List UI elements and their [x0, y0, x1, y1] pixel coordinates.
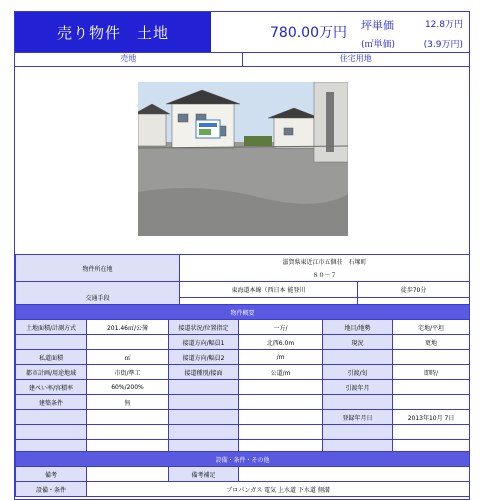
overview-row	[16, 425, 470, 440]
address: 滋賀県東近江市五個荘 石塚町	[180, 255, 470, 269]
overview-value: ㎡	[87, 350, 169, 365]
overview-label: 建築条件	[16, 395, 87, 410]
walk-time: 徒歩70分	[358, 282, 470, 298]
overview-label	[323, 425, 393, 440]
overview-value	[239, 410, 323, 425]
overview-row	[16, 410, 470, 425]
photo-area	[15, 66, 469, 254]
train-line: 東海道本線（西日本 能登川	[180, 282, 358, 298]
overview-label	[323, 350, 393, 365]
remarks-value	[87, 467, 169, 482]
overview-value: 60%/200%	[87, 380, 169, 395]
tsubo-unit-price: 12.8万円	[424, 20, 463, 30]
property-photo	[138, 82, 348, 236]
overview-row	[16, 320, 470, 335]
overview-value	[87, 410, 169, 425]
remarks-extra-label: 備考補足	[169, 467, 239, 482]
overview-label: 接道種別/接面	[169, 365, 239, 380]
tsubo-unit-label: 坪単価	[361, 19, 394, 32]
overview-label: 現況	[323, 335, 393, 350]
equipment-value: プロパンガス 電気 上水道 下水道 側溝	[87, 482, 470, 497]
overview-row	[16, 365, 470, 380]
overview-value: /m	[239, 350, 323, 365]
overview-value: 公道/m	[239, 365, 323, 380]
overview-value: 北西6.0m	[239, 335, 323, 350]
header	[15, 12, 469, 52]
overview-value: 更地	[393, 335, 470, 350]
overview-value	[393, 350, 470, 365]
overview-table	[15, 304, 470, 455]
overview-label: 私道面積	[16, 350, 87, 365]
overview-label	[169, 410, 239, 425]
overview-label	[169, 380, 239, 395]
overview-row	[16, 350, 470, 365]
equipment-label: 設備・条件	[16, 482, 87, 497]
overview-value	[393, 425, 470, 440]
overview-row	[16, 380, 470, 395]
overview-label: 登録年月日	[323, 410, 393, 425]
overview-value	[239, 395, 323, 410]
overview-label: 建ぺい率/容積率	[16, 380, 87, 395]
overview-title: 物件概要	[16, 305, 470, 320]
overview-label: 接道方向/幅員2	[169, 350, 239, 365]
overview-value	[239, 380, 323, 395]
overview-label: 引渡年月	[323, 380, 393, 395]
sqm-unit-price: (3.9万円)	[423, 40, 463, 50]
overview-label: 引渡/旬	[323, 365, 393, 380]
overview-row	[16, 395, 470, 410]
overview-label: 接道状況/位置指定	[169, 320, 239, 335]
price: 780.00万円	[270, 25, 347, 41]
remarks-label: 備考	[16, 467, 87, 482]
zoning-type: 住宅用地	[339, 54, 372, 63]
overview-label	[323, 395, 393, 410]
overview-value: 市街/準工	[87, 365, 169, 380]
overview-label	[16, 410, 87, 425]
overview-label: 地目/地勢	[323, 320, 393, 335]
overview-label	[16, 335, 87, 350]
overview-value	[239, 425, 323, 440]
facilities-title: 設備・条件・その他	[16, 452, 470, 467]
remarks-extra-value	[239, 467, 470, 482]
property-sheet	[14, 11, 470, 500]
transaction-type: 売地	[15, 53, 243, 66]
overview-value	[393, 380, 470, 395]
overview-label: 都市計画/用途地域	[16, 365, 87, 380]
overview-value	[393, 395, 470, 410]
overview-label	[169, 425, 239, 440]
overview-value: 201.46㎡/公簿	[87, 320, 169, 335]
sqm-unit-label: (㎡単価)	[361, 40, 396, 50]
overview-value: 宅地/平坦	[393, 320, 470, 335]
unit-price-box	[353, 12, 469, 52]
overview-label: 接道方向/幅員1	[169, 335, 239, 350]
address-number: ８０－７	[180, 268, 470, 282]
overview-value	[87, 425, 169, 440]
overview-value: 一方/	[239, 320, 323, 335]
overview-value	[87, 335, 169, 350]
overview-value: 2013年10月 7日	[393, 410, 470, 425]
overview-value: 即時/	[393, 365, 470, 380]
overview-label: 土地面積/計測方式	[16, 320, 87, 335]
category-bar	[15, 52, 469, 67]
overview-row	[16, 335, 470, 350]
listing-title: 売り物件 土地	[15, 12, 211, 52]
traffic-label: 交通手段	[16, 282, 180, 313]
location-label: 物件所在地	[16, 255, 180, 282]
overview-label	[169, 395, 239, 410]
facilities-table	[15, 451, 470, 497]
overview-value: 無	[87, 395, 169, 410]
overview-label	[16, 425, 87, 440]
